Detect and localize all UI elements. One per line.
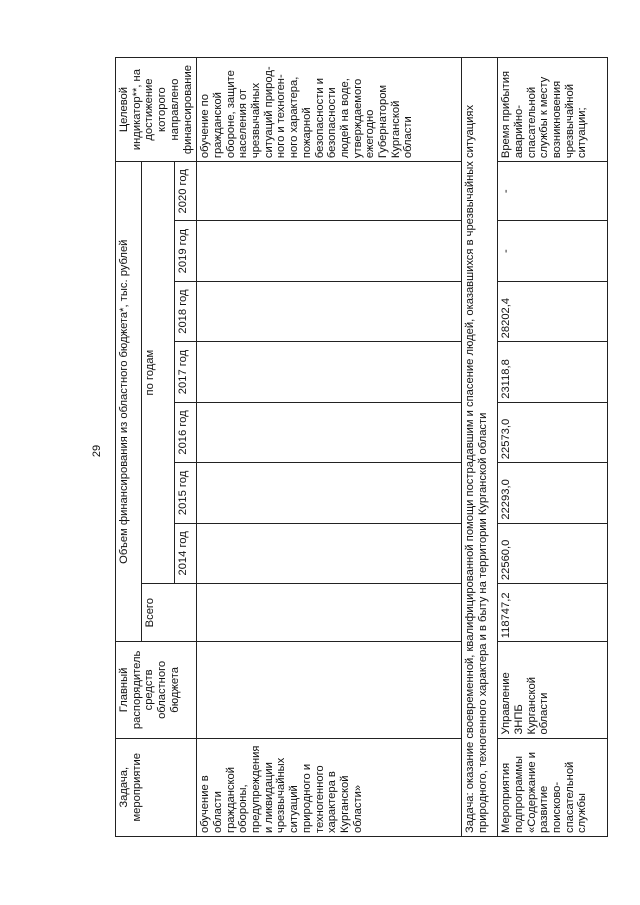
header-year-2019: 2019 год [175, 221, 197, 281]
row2-distributor: Управление ЗНПБ Курганской области [498, 642, 608, 738]
header-year-2015: 2015 год [175, 463, 197, 523]
header-indicator: Целевой индикатор**, на достижение которого направлено финансирование [116, 58, 197, 162]
row1-year-cell [197, 523, 462, 583]
rotated-page-content [115, 57, 620, 837]
table-row [197, 58, 462, 837]
header-year-2014: 2014 год [175, 523, 197, 583]
row1-year-cell [197, 463, 462, 523]
funding-table [115, 57, 608, 837]
row2-value-2019: - [498, 221, 608, 281]
header-distributor: Главный распорядитель средств областного бюджета [116, 642, 197, 738]
task-row [462, 58, 498, 837]
row2-indicator: Время прибытия аварийно-спасательной службы к месту возникновения чрезвычайной ситуации; [498, 58, 608, 162]
row2-total: 118747,2 [498, 584, 608, 642]
row2-value-2017: 23118,8 [498, 342, 608, 402]
row1-year-cell [197, 281, 462, 341]
row1-year-cell [197, 342, 462, 402]
header-year-2016: 2016 год [175, 402, 197, 462]
row1-year-cell [197, 402, 462, 462]
header-funding: Объем финансирования из областного бюджета*, тыс. рублей [116, 162, 142, 642]
task-description: Задача: оказание своевременной, квалифицированной помощи пострадавшим и спасение людей, оказавшихся в чрезвычайных ситуациях природного, техногенного характера и в быту на территории Курганской области [462, 58, 498, 837]
row1-task: обучение в области гражданской обороны, предупреждения и ликвидации чрезвычайных ситуаций природного и техногенного характера в Курганской области» [197, 738, 462, 836]
table-row [498, 58, 608, 837]
row2-value-2018: 28202,4 [498, 281, 608, 341]
row1-distributor [197, 642, 462, 738]
row1-total [197, 584, 462, 642]
row2-value-2016: 22573,0 [498, 402, 608, 462]
row1-year-cell [197, 221, 462, 281]
row2-value-2014: 22560,0 [498, 523, 608, 583]
header-total: Всего [142, 584, 197, 642]
header-task: Задача, мероприятие [116, 738, 197, 836]
row2-value-2015: 22293,0 [498, 463, 608, 523]
row1-year-cell [197, 162, 462, 221]
row1-indicator: обучение по гражданской обороне, защите населения от чрезвычайных ситуаций природ-ного и техноген-ного характера, пожарной безопасности и безопасности людей на воде, утверждаемого ежегодно Губернатором Курганской области [197, 58, 462, 162]
header-year-2020: 2020 год [175, 162, 197, 221]
header-by-years: по годам [142, 162, 175, 584]
header-year-2018: 2018 год [175, 281, 197, 341]
row2-value-2020: - [498, 162, 608, 221]
page-number: 29 [91, 444, 103, 458]
row2-task: Мероприятия подпрограммы «Содержание и развитие поисково-спасательной службы [498, 738, 608, 836]
header-year-2017: 2017 год [175, 342, 197, 402]
